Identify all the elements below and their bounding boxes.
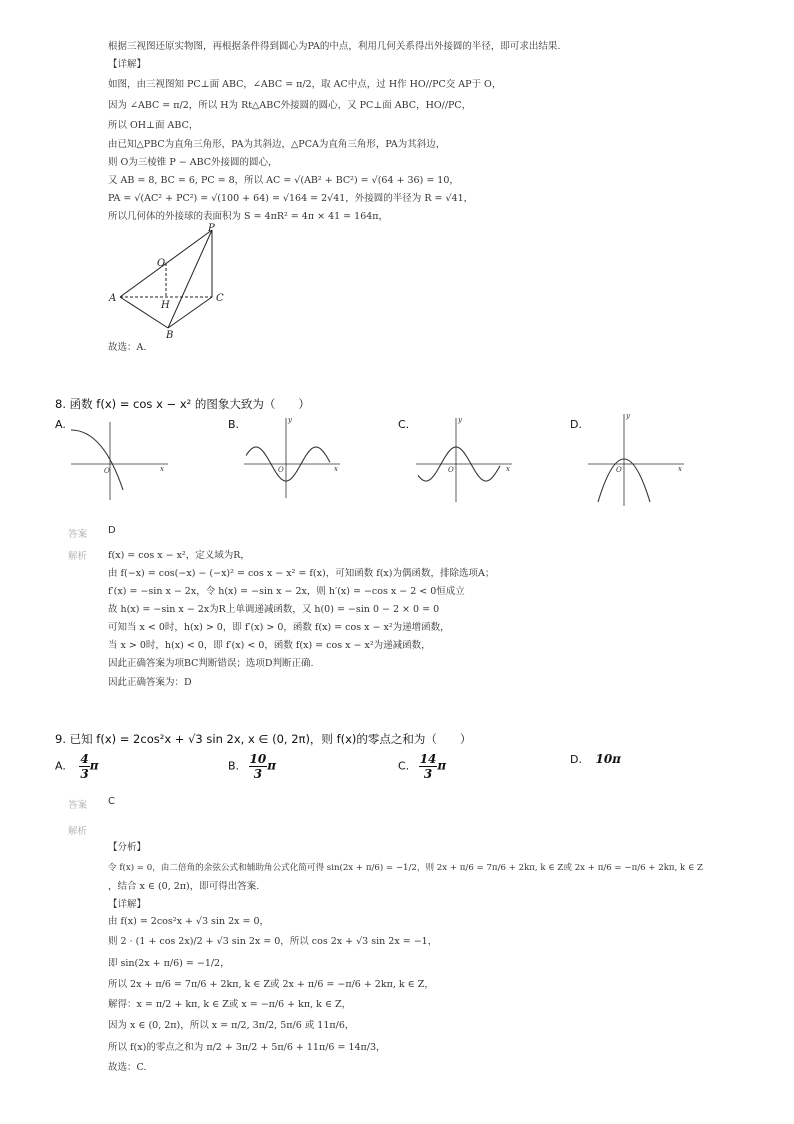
solution-line: 由已知△PBC为直角三角形，PA为其斜边，△PCA为直角三角形，PA为其斜边， (108, 139, 446, 150)
frac-num: 10 (249, 752, 267, 766)
solution-line: PA = √(AC² + PC²) = √(100 + 64) = √164 = 2√41，外接圆的半径为 R = √41， (108, 193, 474, 204)
option-letter: B. (228, 759, 240, 773)
label-a: A (109, 293, 117, 304)
option-letter: A. (55, 759, 66, 773)
axis-x-label: x (506, 465, 510, 473)
option-d-label: D. (570, 418, 582, 431)
option-value: 10π (595, 752, 621, 766)
option-letter: C. (398, 759, 410, 773)
analysis-line: 【分析】 (108, 842, 147, 853)
option-c-label: C. (398, 418, 410, 431)
answer-tag: 答案 (68, 529, 88, 540)
analysis-line: 因此正确答案为：D (108, 677, 192, 688)
question-stem: 9. 已知 f(x) = 2cos²x + √3 sin 2x, x ∈ (0, 2π)，则 f(x)的零点之和为（ ） (55, 732, 472, 746)
analysis-line: 由 f(x) = 2cos²x + √3 sin 2x = 0， (108, 916, 270, 927)
option-d (570, 752, 621, 766)
analysis-tag: 解析 (68, 826, 88, 837)
graph-option-d (584, 410, 694, 510)
solution-line: 【详解】 (108, 59, 147, 70)
solution-line: 根据三视图还原实物图，再根据条件得到圆心为PA的中点，利用几何关系得出外接圆的半径，即可求出结果. (108, 41, 561, 52)
analysis-line: f′(x) = −sin x − 2x，令 h(x) = −sin x − 2x，则 h′(x) = −cos x − 2 < 0恒成立 (108, 586, 465, 597)
frac-suffix: π (437, 758, 447, 773)
solution-line: 则 O为三棱锥 P − ABC外接圆的圆心， (108, 157, 278, 168)
analysis-line: 因为 x ∈ (0, 2π)，所以 x = π/2, 3π/2, 5π/6 或 11π/6， (108, 1020, 355, 1031)
option-letter: D. (570, 753, 582, 766)
label-c: C (216, 293, 224, 304)
frac-num: 14 (419, 752, 437, 766)
frac-den: 3 (253, 767, 263, 781)
axis-origin-label: O (104, 467, 110, 475)
axis-y-label: y (458, 416, 462, 424)
answer-value: D (108, 525, 116, 536)
analysis-line: 当 x > 0时，h(x) < 0，即 f′(x) < 0，函数 f(x) = cos x − x²为递减函数， (108, 640, 431, 651)
axis-origin-label: O (278, 466, 284, 474)
frac-suffix: π (89, 758, 99, 773)
analysis-line: 故选：C. (108, 1062, 147, 1073)
analysis-line: 即 sin(2x + π/6) = −1/2， (108, 958, 230, 969)
solution-conclusion: 故选：A. (108, 342, 147, 353)
solution-line: 所以 OH⊥面 ABC， (108, 120, 199, 131)
analysis-line: 由 f(−x) = cos(−x) − (−x)² = cos x − x² = f(x)，可知函数 f(x)为偶函数，排除选项A； (108, 568, 495, 579)
analysis-line: 解得：x = π/2 + kπ, k ∈ Z或 x = −π/6 + kπ, k ∈ Z， (108, 999, 352, 1010)
graph-option-a (68, 418, 178, 508)
label-b: B (166, 330, 174, 341)
analysis-line: 所以 2x + π/6 = 7π/6 + 2kπ, k ∈ Z或 2x + π/6 = −π/6 + 2kπ, k ∈ Z， (108, 979, 434, 990)
axis-x-label: x (678, 465, 682, 473)
axis-y-label: y (626, 412, 630, 420)
analysis-line: ，结合 x ∈ (0, 2π)，即可得出答案. (108, 881, 260, 892)
analysis-line: 因此正确答案为项BC判断错误；选项D判断正确. (108, 658, 314, 669)
solution-line: 又 AB = 8, BC = 6, PC = 8，所以 AC = √(AB² + BC²) = √(64 + 36) = 10， (108, 175, 459, 186)
analysis-line: 则 2 · (1 + cos 2x)/2 + √3 sin 2x = 0，所以 cos 2x + √3 sin 2x = −1， (108, 936, 438, 947)
axis-x-label: x (160, 465, 164, 473)
option-b (228, 752, 276, 781)
graph-option-c (412, 414, 522, 504)
answer-value: C (108, 796, 115, 807)
frac-suffix: π (267, 758, 277, 773)
frac-den: 3 (423, 767, 433, 781)
frac-num: 4 (80, 752, 89, 766)
label-h: H (161, 300, 170, 311)
frac-den: 3 (80, 767, 89, 781)
analysis-line: 故 h(x) = −sin x − 2x为R上单调递减函数，又 h(0) = −sin 0 − 2 × 0 = 0 (108, 604, 440, 615)
graph-option-b (240, 414, 350, 504)
question-stem: 8. 函数 f(x) = cos x − x² 的图象大致为（ ） (55, 397, 310, 411)
solution-line: 如图，由三视图知 PC⊥面 ABC，∠ABC = π/2，取 AC中点，过 H作 HO//PC交 AP于 O， (108, 79, 502, 90)
axis-y-label: y (288, 416, 292, 424)
option-a (55, 752, 98, 781)
analysis-line: f(x) = cos x − x²，定义域为R， (108, 550, 250, 561)
axis-x-label: x (334, 465, 338, 473)
option-c (398, 752, 446, 781)
analysis-line: 令 f(x) = 0，由二倍角的余弦公式和辅助角公式化简可得 sin(2x + π/6) = −1/2，则 2x + π/6 = 7π/6 + 2kπ, k ∈ Z或 2x + π/6 = −π/6 + 2kπ, k ∈ Z (108, 863, 704, 873)
axis-origin-label: O (448, 466, 454, 474)
analysis-line: 所以 f(x)的零点之和为 π/2 + 3π/2 + 5π/6 + 11π/6 = 14π/3， (108, 1042, 386, 1053)
pyramid-figure (100, 222, 240, 342)
analysis-line: 【详解】 (108, 899, 147, 910)
analysis-line: 可知当 x < 0时，h(x) > 0，即 f′(x) > 0，函数 f(x) = cos x − x²为递增函数， (108, 622, 450, 633)
axis-origin-label: O (616, 466, 622, 474)
label-p: P (208, 223, 215, 234)
analysis-tag: 解析 (68, 551, 88, 562)
solution-line: 所以几何体的外接球的表面积为 S = 4πR² = 4π × 41 = 164π， (108, 211, 389, 222)
label-o: O (157, 258, 166, 269)
solution-line: 因为 ∠ABC = π/2，所以 H为 Rt△ABC外接圆的圆心，又 PC⊥面 ABC，HO//PC， (108, 100, 472, 111)
answer-tag: 答案 (68, 800, 88, 811)
option-a-label: A. (55, 418, 66, 431)
option-b-label: B. (228, 418, 240, 431)
